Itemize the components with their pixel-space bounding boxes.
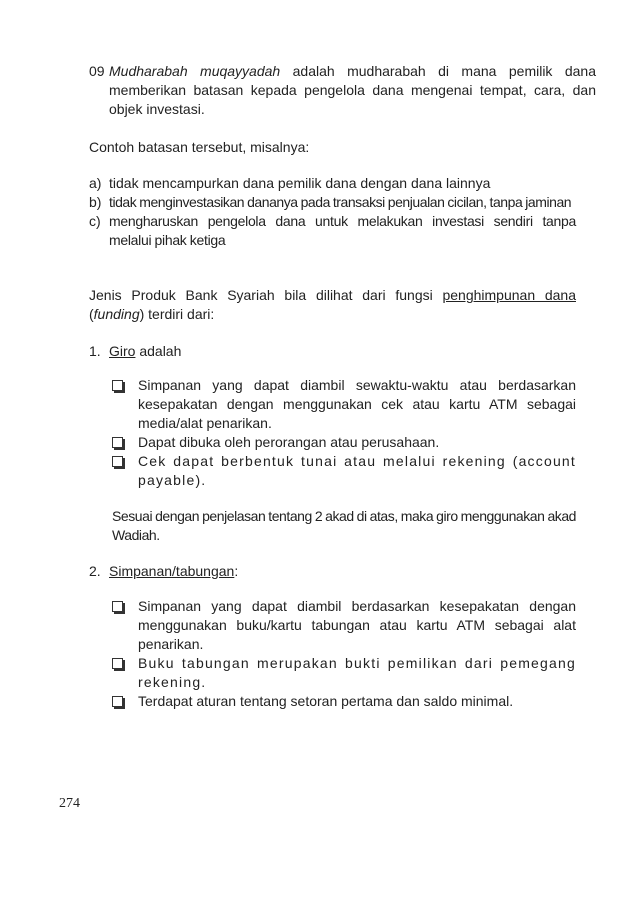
giro-bullet-text: Dapat dibuka oleh perorangan atau perusahaan. <box>138 434 440 450</box>
example-text: tidak mencampurkan dana pemilik dana dengan dana lainnya <box>109 175 491 191</box>
giro-heading <box>89 342 596 361</box>
giro-bullet-text: Cek dapat berbentuk tunai atau melalui rekening (account payable). <box>138 453 576 488</box>
giro-bullets <box>112 376 576 490</box>
example-item-a <box>89 174 576 193</box>
example-item-b <box>89 193 576 212</box>
funding-intro <box>89 286 576 324</box>
item-09 <box>89 62 596 119</box>
funding-intro-before: Jenis Produk Bank Syariah bila dilihat dari fungsi <box>89 287 443 303</box>
funding-intro-after: ) terdiri dari: <box>139 306 215 322</box>
giro-bullet-3 <box>112 452 576 490</box>
funding-intro-open: ( <box>89 306 94 322</box>
funding-intro-link: penghimpunan dana <box>442 287 576 303</box>
giro-bullet-1 <box>112 376 576 433</box>
giro-title: Giro <box>109 343 136 359</box>
example-marker: b) <box>89 194 102 210</box>
tabungan-bullet-text: Simpanan yang dapat diambil berdasarkan kesepakatan dengan menggunakan buku/kartu tabungan atau kartu ATM sebagai alat penarikan. <box>138 598 576 652</box>
tabungan-bullet-2 <box>112 654 576 692</box>
example-item-c <box>89 212 576 250</box>
tabungan-bullet-text: Buku tabungan merupakan bukti pemilikan dari pemegang rekening. <box>138 655 576 690</box>
giro-suffix: adalah <box>135 343 182 359</box>
item-09-number: 09 <box>89 63 105 79</box>
giro-bullet-2 <box>112 433 576 452</box>
tabungan-title: Simpanan/tabungan <box>109 563 235 579</box>
giro-number: 1. <box>89 343 101 359</box>
tabungan-heading <box>89 562 596 581</box>
tabungan-suffix: : <box>234 563 239 579</box>
checkbox-icon <box>112 437 123 448</box>
tabungan-bullets <box>112 597 576 711</box>
example-text: tidak menginvestasikan dananya pada transaksi penjualan cicilan, tanpa jaminan <box>109 194 572 210</box>
checkbox-icon <box>112 658 123 669</box>
checkbox-icon <box>112 456 123 467</box>
item-09-term: Mudharabah muqayyadah <box>109 63 281 79</box>
tabungan-bullet-3 <box>112 692 576 711</box>
item-09-text: adalah mudharabah di mana pemilik dana memberikan batasan kepada pengelola dana mengenai tempat, cara, dan objek investasi. <box>109 63 596 117</box>
tabungan-bullet-text: Terdapat aturan tentang setoran pertama dan saldo minimal. <box>138 693 514 709</box>
giro-bullet-text: Simpanan yang dapat diambil sewaktu-waktu atau berdasarkan kesepakatan dengan menggunakan cek atau kartu ATM sebagai media/alat penarikan. <box>138 377 576 431</box>
tabungan-bullet-1 <box>112 597 576 654</box>
giro-conclusion: Sesuai dengan penjelasan tentang 2 akad di atas, maka giro menggunakan akad Wadiah. <box>112 508 576 543</box>
example-marker: a) <box>89 175 102 191</box>
examples-list <box>89 174 576 250</box>
page-number: 274 <box>59 796 80 811</box>
tabungan-number: 2. <box>89 563 101 579</box>
checkbox-icon <box>112 380 123 391</box>
example-marker: c) <box>89 213 101 229</box>
checkbox-icon <box>112 696 123 707</box>
examples-intro: Contoh batasan tersebut, misalnya: <box>89 139 310 155</box>
funding-term: funding <box>93 306 140 322</box>
example-text: mengharuskan pengelola dana untuk melakukan investasi sendiri tanpa melalui pihak ketiga <box>109 213 576 248</box>
checkbox-icon <box>112 601 123 612</box>
